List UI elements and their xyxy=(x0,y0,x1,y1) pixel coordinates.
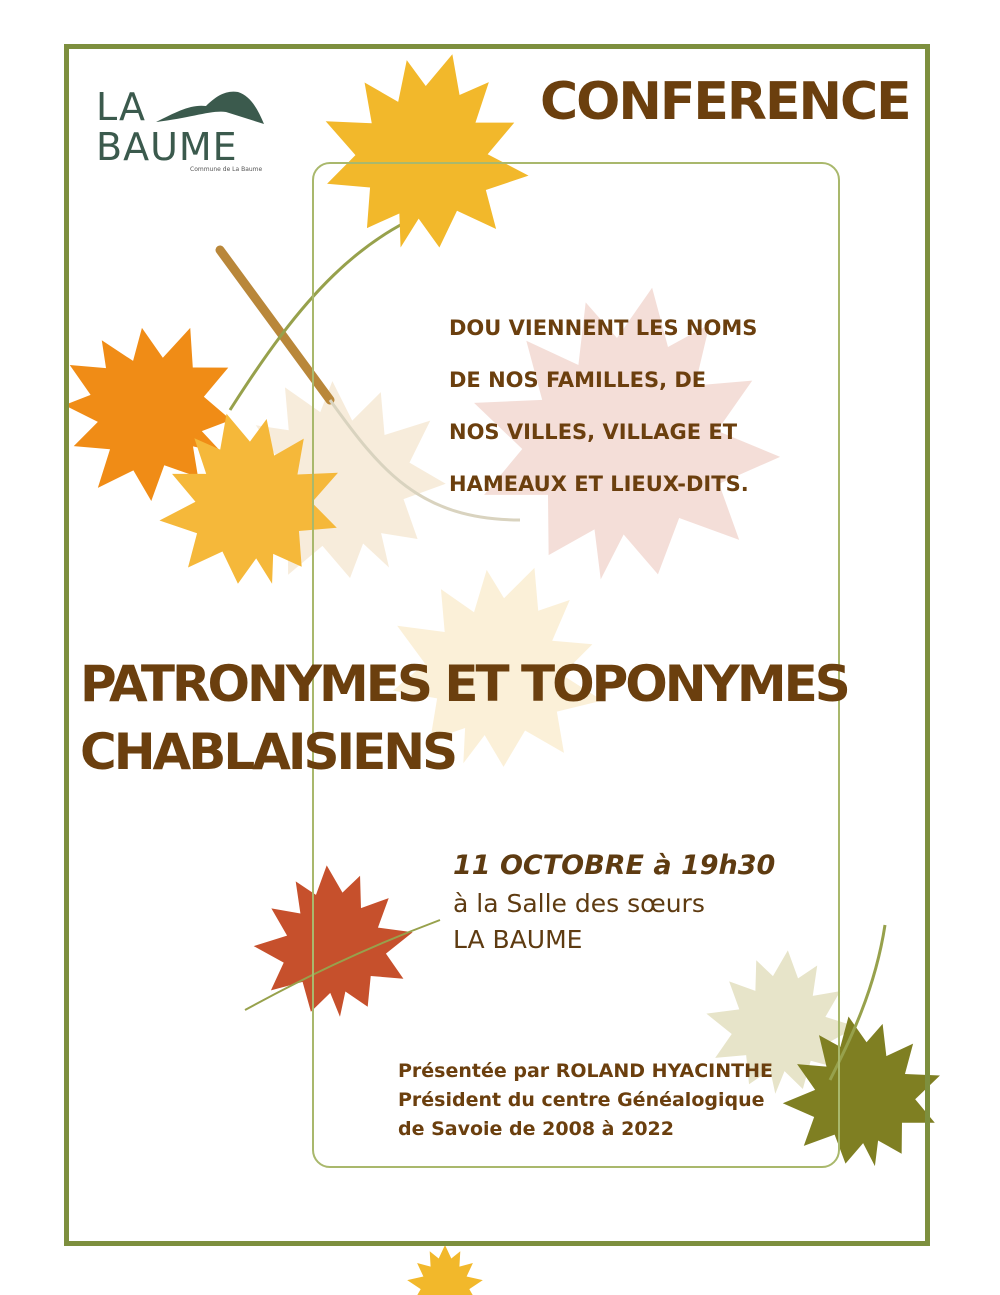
conference-heading: CONFERENCE xyxy=(540,72,910,132)
event-venue: à la Salle des sœurs xyxy=(453,889,705,918)
main-title-line-2: CHABLAISIENS xyxy=(80,723,456,781)
question-line: DOU VIENNENT LES NOMS xyxy=(449,316,758,340)
main-title-line-1: PATRONYMES ET TOPONYMES xyxy=(80,655,848,713)
presenter-line-1: Présentée par ROLAND HYACINTHE xyxy=(398,1060,773,1082)
logo-tagline: Commune de La Baume xyxy=(190,166,263,173)
logo-text-la: LA xyxy=(96,85,147,129)
event-date: 11 OCTOBRE à 19h30 xyxy=(453,850,776,881)
yellow-leaf-bottom xyxy=(407,1245,483,1295)
question-text xyxy=(449,308,829,516)
presenter-info xyxy=(398,1057,858,1144)
question-line: HAMEAUX ET LIEUX-DITS. xyxy=(449,472,749,496)
presenter-line-3: de Savoie de 2008 à 2022 xyxy=(398,1118,674,1140)
la-baume-logo xyxy=(96,82,266,177)
event-details xyxy=(453,846,873,958)
logo-text-baume: BAUME xyxy=(96,125,238,169)
event-town: LA BAUME xyxy=(453,925,583,954)
question-line: NOS VILLES, VILLAGE ET xyxy=(449,420,738,444)
question-line: DE NOS FAMILLES, DE xyxy=(449,368,707,392)
main-title xyxy=(80,650,940,786)
presenter-line-2: Président du centre Généalogique xyxy=(398,1089,765,1111)
